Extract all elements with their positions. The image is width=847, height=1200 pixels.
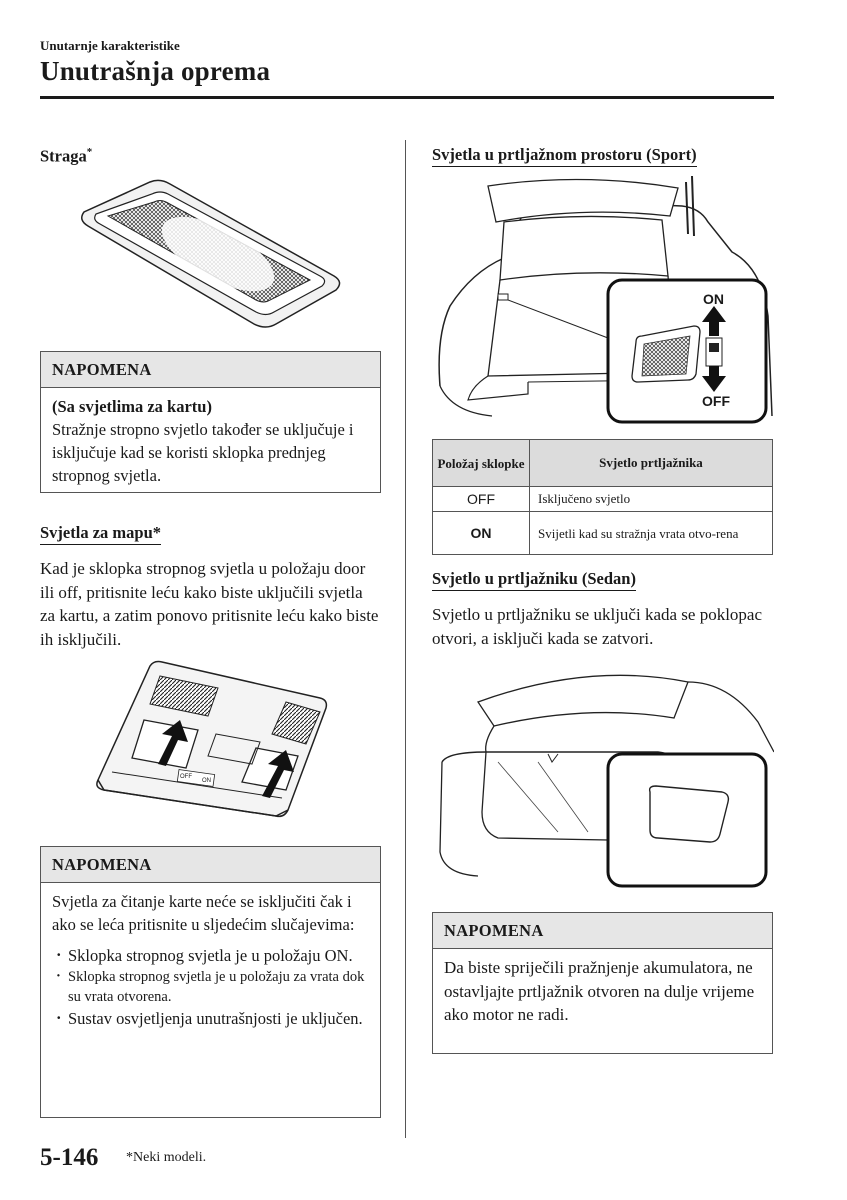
table-cell-position: ON <box>433 512 530 555</box>
sedan-trunk-illustration <box>438 662 774 890</box>
note-text: Svjetla za čitanje karte neće se isključiti čak i ako se leća pritisnite u sljedećim slučajevima: <box>52 892 355 934</box>
map-switch-on-label: ON <box>202 778 211 784</box>
note-subtitle: (Sa svjetlima za kartu) <box>52 397 212 416</box>
table-cell-position: OFF <box>433 487 530 512</box>
rear-light-heading <box>40 146 92 167</box>
map-switch-off-label: OFF <box>180 774 192 780</box>
column-divider <box>405 140 406 1138</box>
rear-dome-light-illustration <box>78 178 348 338</box>
note-text: Stražnje stropno svjetlo također se uključuje i isključuje kad se koristi sklopka prednjeg stropnog svjetla. <box>52 420 354 485</box>
header-divider <box>40 96 774 99</box>
sedan-trunk-heading: Svjetlo u prtljažniku (Sedan) <box>432 569 636 591</box>
note-box-rear <box>40 351 381 493</box>
table-header-light: Svjetlo prtljažnika <box>530 440 773 487</box>
map-lights-illustration <box>92 660 332 820</box>
sport-cargo-heading: Svjetla u prtljažnom prostoru (Sport) <box>432 145 697 167</box>
map-lights-text: Kad je sklopka stropnog svjetla u položaju door ili off, pritisnite leću kako biste uključili svjetla za kartu, a zatim ponovo pritisnite leću kako biste ih isključili. <box>40 559 379 649</box>
table-cell-desc: Svijetli kad su stražnja vrata otvo-rena <box>530 512 773 555</box>
note-box-map-lights <box>40 846 381 1118</box>
note-title: NAPOMENA <box>41 847 380 883</box>
page-number: 5-146 <box>40 1144 99 1171</box>
note-text: Da biste spriječili pražnjenje akumulatora, ne ostavljajte prtljažnik otvoren na dulje vrijeme ako motor ne radi. <box>444 958 755 1024</box>
section-label: Unutarnje karakteristike <box>40 38 180 53</box>
table-row <box>433 487 773 512</box>
note-box-trunk <box>432 912 773 1054</box>
note-bullet: · Sklopka stropnog svjetla je u položaju za vrata dok su vrata otvorena. <box>52 967 369 1007</box>
footnote: *Neki modeli. <box>126 1150 207 1165</box>
cargo-light-table <box>432 439 773 555</box>
sport-switch-on-label: ON <box>703 291 724 307</box>
table-header-row <box>433 440 773 487</box>
note-title: NAPOMENA <box>433 913 772 949</box>
table-row <box>433 512 773 555</box>
rear-light-heading-text: Straga <box>40 146 87 166</box>
table-header-position: Položaj sklopke <box>433 440 530 487</box>
note-title: NAPOMENA <box>41 352 380 388</box>
note-bullet: · Sklopka stropnog svjetla je u položaju ON. <box>52 944 369 967</box>
page-title: Unutrašnja oprema <box>40 56 271 86</box>
rear-light-asterisk: * <box>86 146 93 158</box>
map-lights-heading: Svjetla za mapu* <box>40 523 161 545</box>
sport-switch-off-label: OFF <box>702 393 730 409</box>
table-cell-desc: Isključeno svjetlo <box>530 487 773 512</box>
note-bullet: · Sustav osvjetljenja unutrašnjosti je uključen. <box>52 1007 369 1030</box>
sedan-trunk-text: Svjetlo u prtljažniku se uključi kada se poklopac otvori, a isključi kada se zatvori. <box>432 605 763 648</box>
